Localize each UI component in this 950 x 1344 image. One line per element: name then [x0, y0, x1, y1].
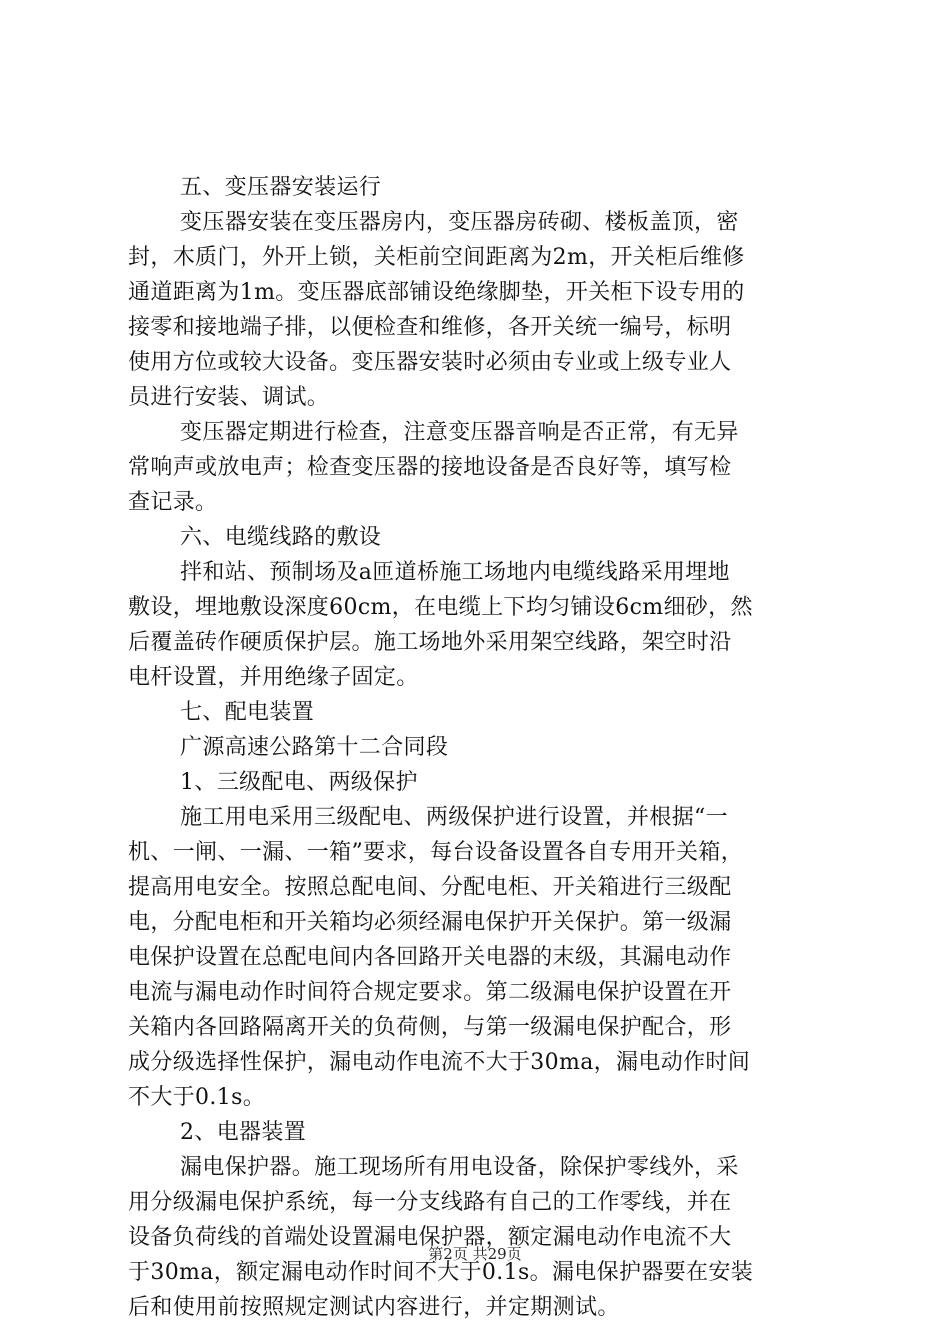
- page-footer: 第2页 共29页: [428, 1245, 522, 1263]
- text-line: 接零和接地端子排，以便检查和维修，各开关统一编号，标明: [128, 315, 732, 340]
- text-line: 五、变压器安装运行: [180, 175, 382, 200]
- text-line: 漏电保护器。施工现场所有用电设备，除保护零线外，采: [180, 1155, 739, 1180]
- text-line: 成分级选择性保护，漏电动作电流不大于30ma，漏电动作时间: [128, 1050, 751, 1075]
- text-line: 变压器定期进行检查，注意变压器音响是否正常，有无异: [180, 420, 739, 445]
- text-line: 六、电缆线路的敷设: [180, 525, 382, 550]
- text-line: 2、电器装置: [180, 1120, 307, 1145]
- text-line: 机、一闸、一漏、一箱”要求，每台设备设置各自专用开关箱，: [128, 840, 744, 865]
- text-line: 不大于0.1s。: [128, 1085, 266, 1110]
- text-line: 查记录。: [128, 490, 218, 515]
- text-line: 1、三级配电、两级保护: [180, 770, 418, 795]
- text-line: 广源高速公路第十二合同段: [180, 735, 449, 760]
- text-line: 使用方位或较大设备。变压器安装时必须由专业或上级专业人: [128, 350, 732, 375]
- document-body: [128, 170, 833, 1325]
- text-line: 变压器安装在变压器房内，变压器房砖砌、楼板盖顶，密: [180, 210, 739, 235]
- text-line: 提高用电安全。按照总配电间、分配电柜、开关箱进行三级配: [128, 875, 732, 900]
- text-line: 电流与漏电动作时间符合规定要求。第二级漏电保护设置在开: [128, 980, 732, 1005]
- text-line: 敷设，埋地敷设深度60cm，在电缆上下均匀铺设6cm细砂，然: [128, 595, 753, 620]
- text-line: 拌和站、预制场及a匝道桥施工场地内电缆线路采用埋地: [180, 560, 730, 585]
- text-line: 电保护设置在总配电间内各回路开关电器的末级，其漏电动作: [128, 945, 732, 970]
- text-line: 于30ma，额定漏电动作时间不大于0.1s。漏电保护器要在安装: [128, 1260, 754, 1285]
- text-line: 七、配电装置: [180, 700, 315, 725]
- text-line: 员进行安装、调试。: [128, 385, 330, 410]
- text-line: 电杆设置，并用绝缘子固定。: [128, 665, 419, 690]
- text-line: 用分级漏电保护系统，每一分支线路有自己的工作零线，并在: [128, 1190, 732, 1215]
- text-line: 后覆盖砖作硬质保护层。施工场地外采用架空线路，架空时沿: [128, 630, 732, 655]
- text-line: 封，木质门，外开上锁，关柜前空间距离为2m，开关柜后维修: [128, 245, 745, 270]
- text-line: 电，分配电柜和开关箱均必须经漏电保护开关保护。第一级漏: [128, 910, 732, 935]
- text-line: 关箱内各回路隔离开关的负荷侧，与第一级漏电保护配合，形: [128, 1015, 732, 1040]
- text-line: 后和使用前按照规定测试内容进行，并定期测试。: [128, 1295, 620, 1320]
- text-line: 通道距离为1m。变压器底部铺设绝缘脚垫，开关柜下设专用的: [128, 280, 745, 305]
- text-line: 施工用电采用三级配电、两级保护进行设置，并根据“一: [180, 805, 728, 830]
- text-line: 常响声或放电声；检查变压器的接地设备是否良好等，填写检: [128, 455, 732, 480]
- text-line: 设备负荷线的首端处设置漏电保护器，额定漏电动作电流不大: [128, 1225, 732, 1250]
